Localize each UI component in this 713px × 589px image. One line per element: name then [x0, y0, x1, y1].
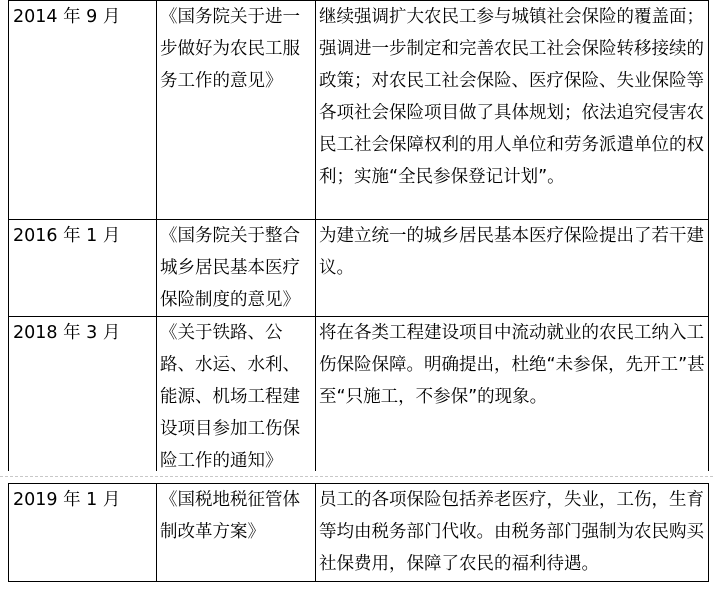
content-text: 为建立统一的城乡居民基本医疗保险提出了若干建议。	[319, 226, 704, 278]
date-cell	[9, 1, 157, 220]
table-row	[9, 317, 709, 478]
content-text: 将在各类工程建设项目中流动就业的农民工纳入工伤保险保障。明确提出，杜绝“未参保，先开工”甚至“只施工，不参保”的现象。	[319, 323, 705, 407]
table-row	[9, 220, 709, 317]
content-text: 继续强调扩大农民工参与城镇社会保险的覆盖面；强调进一步制定和完善农民工社会保险转移接续的政策；对农民工社会保险、医疗保险、失业保险等各项社会保险项目做了具体规划；依法追究侵害农民工社会保障权利的用人单位和劳务派遣单位的权利；实施“全民参保登记计划”。	[319, 7, 704, 187]
content-cell	[316, 1, 709, 220]
document-title: 《国务院关于进一步做好为农民工服务工作的意见》	[160, 7, 300, 91]
date-text: 2018 年 3 月	[13, 323, 121, 343]
document-cell	[157, 484, 316, 582]
policy-table-part-1	[8, 0, 709, 478]
document-title: 《关于铁路、公路、水运、水利、能源、机场工程建设项目参加工伤保险工作的通知》	[160, 323, 300, 471]
document-cell	[157, 317, 316, 478]
content-cell	[316, 317, 709, 478]
page-break	[0, 471, 713, 483]
document-cell	[157, 1, 316, 220]
content-cell	[316, 220, 709, 317]
document-title: 《国税地税征管体制改革方案》	[160, 490, 300, 542]
document-cell	[157, 220, 316, 317]
content-text: 员工的各项保险包括养老医疗，失业，工伤，生育等均由税务部门代收。由税务部门强制为农民购买社保费用，保障了农民的福利待遇。	[319, 490, 704, 574]
content-cell	[316, 484, 709, 582]
table-row	[9, 1, 709, 220]
policy-table-part-2	[8, 483, 709, 582]
date-text: 2014 年 9 月	[13, 7, 121, 27]
date-text: 2019 年 1 月	[13, 490, 121, 510]
date-cell	[9, 220, 157, 317]
page-break-line	[0, 476, 713, 477]
date-cell	[9, 484, 157, 582]
document-title: 《国务院关于整合城乡居民基本医疗保险制度的意见》	[160, 226, 300, 310]
date-text: 2016 年 1 月	[13, 226, 121, 246]
date-cell	[9, 317, 157, 478]
table-row	[9, 484, 709, 582]
